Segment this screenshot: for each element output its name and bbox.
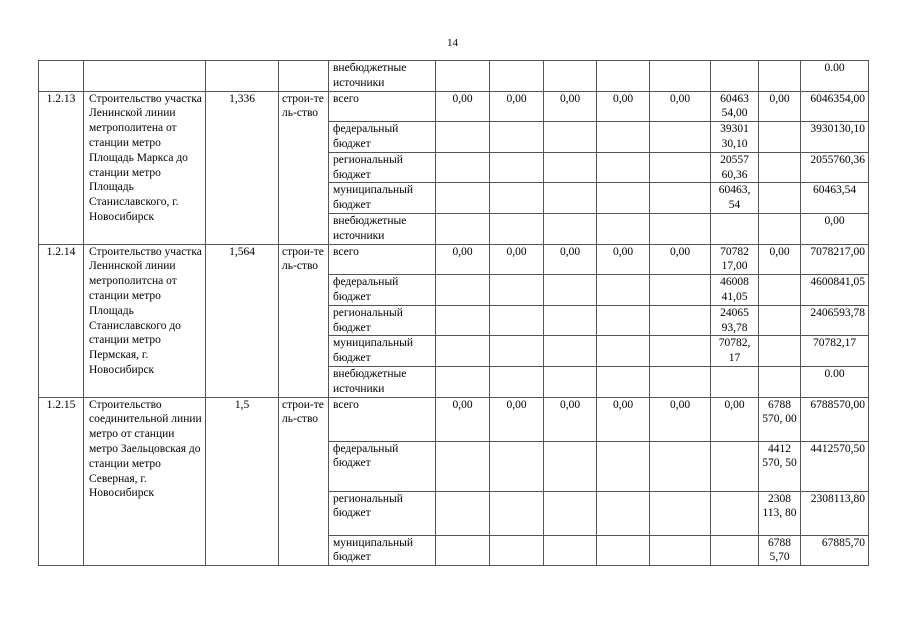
total-cell: 0.00	[801, 366, 869, 397]
capacity-cell: 1,564	[206, 244, 279, 397]
total-cell: 3930130,10	[801, 122, 869, 153]
source-cell: муниципальный бюджет	[329, 336, 436, 367]
year-cell: 46008 41,05	[711, 275, 759, 306]
total-cell: 4412570,50	[801, 441, 869, 491]
work-type-cell: строи-тель-ство	[279, 397, 329, 566]
table-row	[39, 397, 869, 441]
source-cell: региональный бюджет	[329, 491, 436, 535]
year-cell: 60463, 54	[711, 183, 759, 214]
work-type-cell: строи-тель-ство	[279, 244, 329, 397]
total-cell: 0.00	[801, 61, 869, 92]
object-name-cell: Строительство соединительной линии метро от станции метро Заельцовская до станции метро Северная, г. Новосибирск	[84, 397, 206, 566]
year-cell: 0,00	[711, 397, 759, 441]
table-row	[39, 244, 869, 275]
source-cell: муниципальный бюджет	[329, 535, 436, 566]
year-cell: 0,00	[436, 91, 490, 122]
year-cell: 0,00	[597, 397, 650, 441]
total-cell: 60463,54	[801, 183, 869, 214]
year-cell: 0,00	[544, 91, 597, 122]
object-name-cell: Строительство участка Ленинской линии метрополитсна от станции метро Площадь Станиславского до станции метро Пермская, г. Новосибирск	[84, 244, 206, 397]
source-cell: федеральный бюджет	[329, 122, 436, 153]
source-cell: внебюджетные источники	[329, 61, 436, 92]
capacity-cell: 1,5	[206, 397, 279, 566]
source-cell: региональный бюджет	[329, 305, 436, 336]
year-cell: 39301 30,10	[711, 122, 759, 153]
source-cell: всего	[329, 397, 436, 441]
total-cell: 70782,17	[801, 336, 869, 367]
page-number: 14	[447, 37, 458, 49]
source-cell: муниципальный бюджет	[329, 183, 436, 214]
year-cell: 0,00	[490, 244, 544, 275]
year-cell: 20557 60,36	[711, 152, 759, 183]
year-cell: 0,00	[650, 91, 711, 122]
year-cell: 60463 54,00	[711, 91, 759, 122]
source-cell: всего	[329, 244, 436, 275]
year-cell: 0,00	[436, 397, 490, 441]
total-cell: 2308113,80	[801, 491, 869, 535]
year-cell: 0,00	[759, 244, 801, 275]
year-cell: 24065 93,78	[711, 305, 759, 336]
total-cell: 6788570,00	[801, 397, 869, 441]
year-cell: 6788 5,70	[759, 535, 801, 566]
year-cell: 0,00	[544, 244, 597, 275]
year-cell: 0,00	[759, 91, 801, 122]
year-cell: 0,00	[490, 397, 544, 441]
table-row	[39, 91, 869, 122]
source-cell: федеральный бюджет	[329, 275, 436, 306]
object-name-cell: Строительство участка Ленинской линии метрополитена от станции метро Площадь Маркса до станции метро Площадь Станиславского, г. Новосибирск	[84, 91, 206, 244]
year-cell: 70782, 17	[711, 336, 759, 367]
total-cell: 2055760,36	[801, 152, 869, 183]
year-cell: 0,00	[436, 244, 490, 275]
source-cell: внебюджетные источники	[329, 366, 436, 397]
year-cell: 0,00	[650, 397, 711, 441]
year-cell: 0,00	[597, 91, 650, 122]
source-cell: внебюджетные источники	[329, 213, 436, 244]
year-cell: 0,00	[597, 244, 650, 275]
investment-table	[38, 60, 869, 566]
work-type-cell: строи-тель-ство	[279, 91, 329, 244]
total-cell: 67885,70	[801, 535, 869, 566]
year-cell: 6788 570, 00	[759, 397, 801, 441]
capacity-cell: 1,336	[206, 91, 279, 244]
code-cell: 1.2.13	[39, 91, 84, 244]
year-cell: 4412 570, 50	[759, 441, 801, 491]
total-cell: 6046354,00	[801, 91, 869, 122]
table-row	[39, 61, 869, 92]
source-cell: региональный бюджет	[329, 152, 436, 183]
year-cell: 0,00	[650, 244, 711, 275]
code-cell: 1.2.14	[39, 244, 84, 397]
total-cell: 0,00	[801, 213, 869, 244]
total-cell: 7078217,00	[801, 244, 869, 275]
year-cell: 0,00	[544, 397, 597, 441]
code-cell: 1.2.15	[39, 397, 84, 566]
year-cell: 2308 113, 80	[759, 491, 801, 535]
year-cell: 70782 17,00	[711, 244, 759, 275]
source-cell: всего	[329, 91, 436, 122]
total-cell: 4600841,05	[801, 275, 869, 306]
year-cell: 0,00	[490, 91, 544, 122]
source-cell: федеральный бюджет	[329, 441, 436, 491]
total-cell: 2406593,78	[801, 305, 869, 336]
